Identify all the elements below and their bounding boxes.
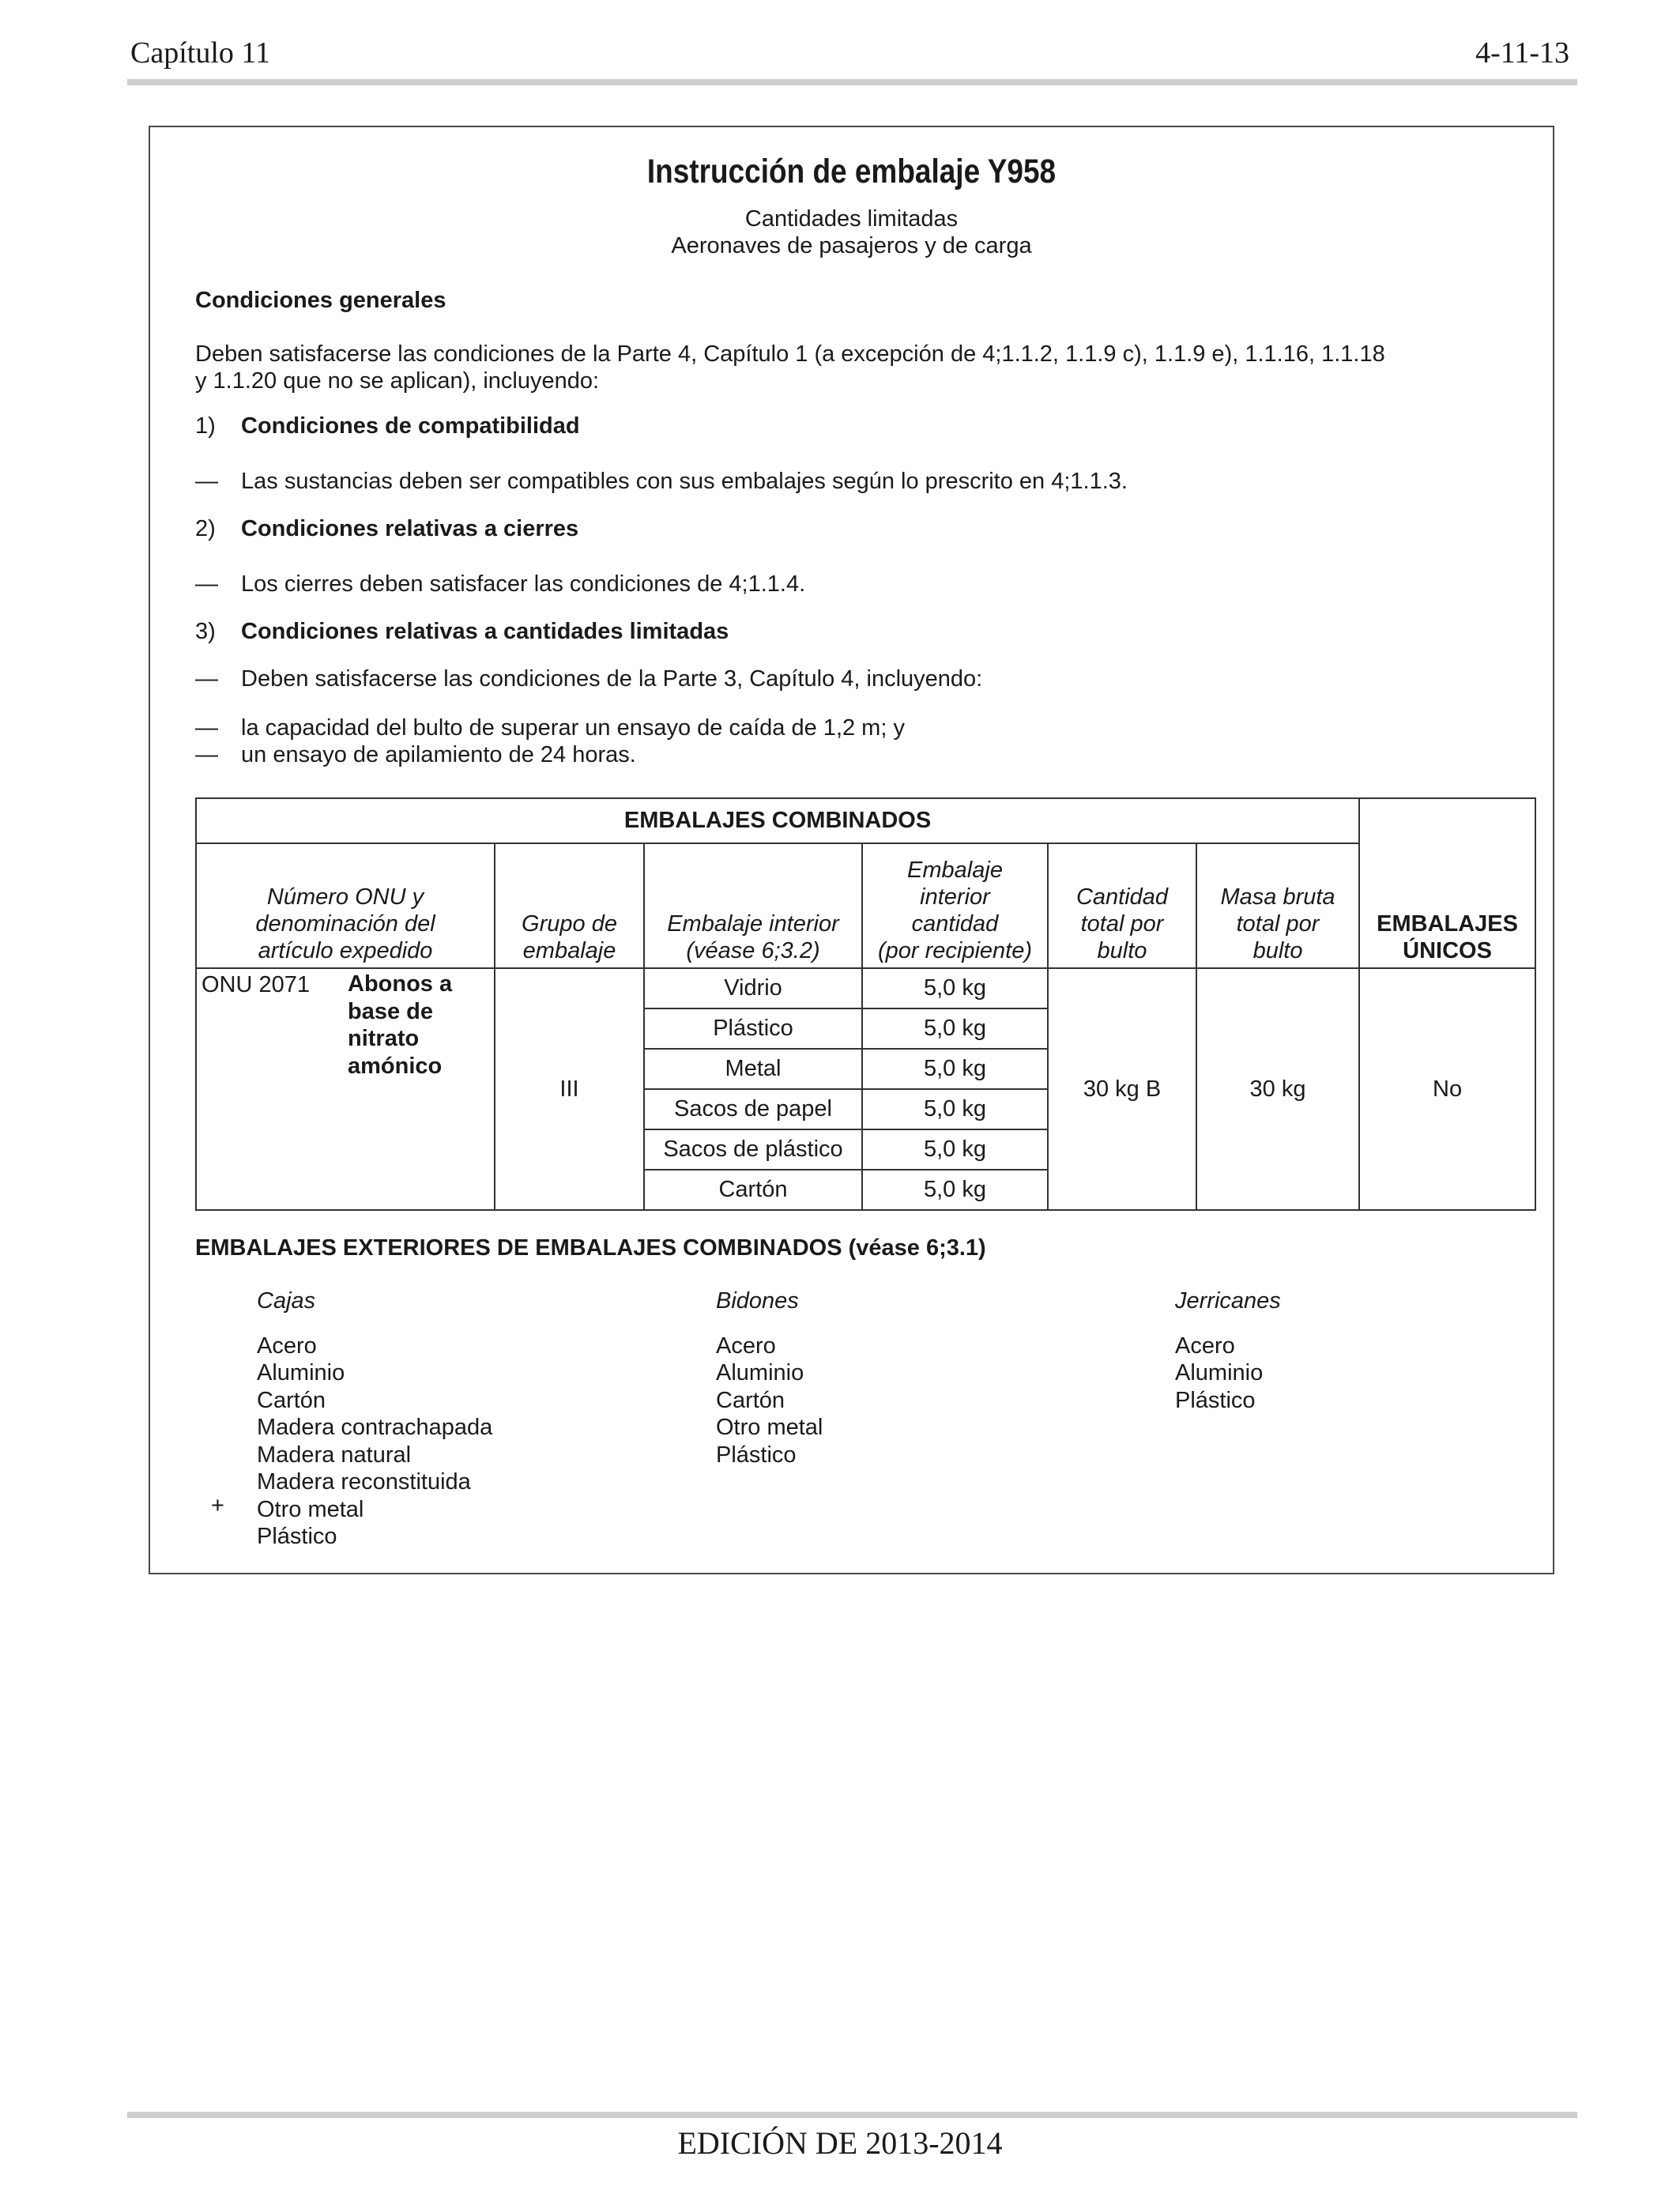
section-3-text-1: Deben satisfacerse las condiciones de la Parte 3, Capítulo 4, incluyendo: — [241, 666, 983, 692]
chapter-label: Capítulo 11 — [130, 36, 270, 70]
inner-packaging-cell: Sacos de plástico — [644, 1129, 862, 1170]
subtitle-limited-quantities: Cantidades limitadas — [744, 206, 959, 232]
section-1-title: Condiciones de compatibilidad — [241, 413, 580, 439]
inner-packaging-cell: Sacos de papel — [644, 1089, 862, 1129]
col-qty-line-2: interior — [920, 884, 990, 910]
list-item: Acero — [257, 1333, 317, 1359]
inner-quantity-cell: 5,0 kg — [862, 1170, 1048, 1210]
list-item: Cartón — [257, 1387, 326, 1413]
inner-packaging-cell: Cartón — [644, 1170, 862, 1210]
single-header-line-1: EMBALAJES — [1377, 911, 1518, 937]
col-qty-line-4: (por recipiente) — [877, 938, 1033, 963]
gross-mass-cell: 30 kg — [1196, 968, 1359, 1210]
total-quantity-cell: 30 kg B — [1048, 968, 1196, 1210]
col-inner-line-1: Embalaje interior — [667, 911, 839, 937]
list-item: Otro metal — [716, 1415, 823, 1440]
col-inner-line-2: (véase 6;3.2) — [686, 938, 820, 963]
single-packagings-header — [1359, 798, 1535, 968]
inner-packaging-cell: Metal — [644, 1049, 862, 1089]
general-conditions-line-2: y 1.1.20 que no se aplican), incluyendo: — [195, 368, 600, 394]
page-header — [129, 32, 1587, 79]
cajas-heading: Cajas — [257, 1288, 316, 1314]
shipping-name-line-4: amónico — [348, 1053, 443, 1079]
section-2-dash: — — [195, 571, 218, 597]
bidones-column — [716, 1287, 823, 1468]
shipping-name-line-1: Abonos a — [348, 971, 453, 997]
shipping-name-line-2: base de — [348, 998, 433, 1024]
section-3-text-3: un ensayo de apilamiento de 24 horas. — [241, 742, 636, 767]
single-header-line-2: ÚNICOS — [1403, 938, 1492, 963]
header-rule — [127, 79, 1577, 85]
amendment-plus-marker: + — [211, 1493, 224, 1518]
packing-instruction-box — [149, 126, 1554, 1574]
jerricanes-column — [1175, 1287, 1281, 1414]
col-inner-packaging-header — [644, 843, 862, 968]
col-un-line-1: Número ONU y — [266, 884, 424, 910]
list-item: Aluminio — [257, 1360, 345, 1385]
single-packagings-cell: No — [1359, 968, 1535, 1210]
list-item: Cartón — [716, 1387, 785, 1413]
list-item: Acero — [1175, 1333, 1235, 1359]
section-1-number: 1) — [195, 413, 216, 439]
col-gross-line-3: bulto — [1252, 938, 1303, 963]
inner-quantity-cell: 5,0 kg — [862, 1008, 1048, 1049]
col-qty-line-1: Embalaje — [907, 858, 1003, 883]
outer-packagings-title: EMBALAJES EXTERIORES DE EMBALAJES COMBINADOS (véase 6;3.1) — [195, 1235, 986, 1261]
inner-packaging-cell: Vidrio — [644, 968, 862, 1008]
col-group-line-2: embalaje — [522, 938, 616, 963]
col-total-line-2: total por — [1080, 911, 1164, 937]
inner-quantity-cell: 5,0 kg — [862, 968, 1048, 1008]
section-1-dash: — — [195, 469, 218, 494]
col-qty-line-3: cantidad — [911, 911, 999, 937]
footer-rule — [127, 2112, 1577, 2118]
cajas-column — [257, 1287, 492, 1551]
col-total-line-3: bulto — [1097, 938, 1147, 963]
list-item: Plástico — [716, 1442, 797, 1468]
col-group-line-1: Grupo de — [522, 911, 617, 937]
packing-table — [195, 797, 1536, 1211]
inner-quantity-cell: 5,0 kg — [862, 1049, 1048, 1089]
section-3-text-2: la capacidad del bulto de superar un ensayo de caída de 1,2 m; y — [241, 715, 905, 741]
section-2-title: Condiciones relativas a cierres — [241, 516, 579, 541]
bidones-heading: Bidones — [716, 1288, 799, 1314]
section-3-dash-1: — — [195, 666, 218, 692]
edition-footer: EDICIÓN DE 2013-2014 — [677, 2125, 1003, 2161]
section-2-number: 2) — [195, 516, 216, 541]
section-3-title: Condiciones relativas a cantidades limitadas — [241, 619, 729, 644]
list-item: Plástico — [257, 1524, 337, 1549]
packing-group-cell: III — [495, 968, 644, 1210]
section-3-dash-3: — — [195, 742, 218, 767]
section-2-text: Los cierres deben satisfacer las condiciones de 4;1.1.4. — [241, 571, 806, 597]
col-group-header — [495, 843, 644, 968]
section-3-number: 3) — [195, 619, 216, 644]
col-gross-mass-header — [1196, 843, 1359, 968]
col-un-number-header — [196, 843, 495, 968]
inner-quantity-cell: 5,0 kg — [862, 1129, 1048, 1170]
general-conditions-line-1: Deben satisfacerse las condiciones de la Parte 4, Capítulo 1 (a excepción de 4;1.1.2, 1.1.9 c), 1.1.9 e), 1.1.16, 1.1.18 — [195, 341, 1385, 367]
list-item: Madera contrachapada — [257, 1415, 493, 1440]
col-inner-quantity-header — [862, 843, 1048, 968]
inner-packaging-cell: Plástico — [644, 1008, 862, 1049]
list-item: Madera natural — [257, 1442, 412, 1468]
shipping-name — [348, 971, 452, 1080]
section-1-text: Las sustancias deben ser compatibles con sus embalajes según lo prescrito en 4;1.1.3. — [241, 469, 1128, 494]
list-item: Aluminio — [716, 1360, 804, 1385]
page-number: 4-11-13 — [1475, 36, 1569, 70]
col-gross-line-1: Masa bruta — [1220, 884, 1335, 910]
shipping-name-line-3: nitrato — [348, 1026, 420, 1051]
col-un-line-2: denominación del — [255, 911, 435, 937]
inner-quantity-cell: 5,0 kg — [862, 1089, 1048, 1129]
page-title: Instrucción de embalaje Y958 — [646, 153, 1057, 190]
un-number: ONU 2071 — [202, 972, 311, 997]
list-item: Madera reconstituida — [257, 1469, 471, 1495]
list-item: Acero — [716, 1333, 776, 1359]
list-item: Aluminio — [1175, 1360, 1264, 1385]
section-3-dash-2: — — [195, 715, 218, 741]
list-item: Plástico — [1175, 1387, 1256, 1413]
col-gross-line-2: total por — [1236, 911, 1320, 937]
general-conditions-heading: Condiciones generales — [195, 288, 446, 313]
un-number-cell — [196, 968, 495, 1210]
col-un-line-3: artículo expedido — [258, 938, 433, 963]
subtitle-aircraft: Aeronaves de pasajeros y de carga — [671, 233, 1032, 258]
col-total-quantity-header — [1048, 843, 1196, 968]
jerricanes-heading: Jerricanes — [1175, 1288, 1281, 1314]
combined-packagings-header: EMBALAJES COMBINADOS — [196, 798, 1359, 843]
col-total-line-1: Cantidad — [1075, 884, 1169, 910]
list-item: Otro metal — [257, 1496, 364, 1522]
